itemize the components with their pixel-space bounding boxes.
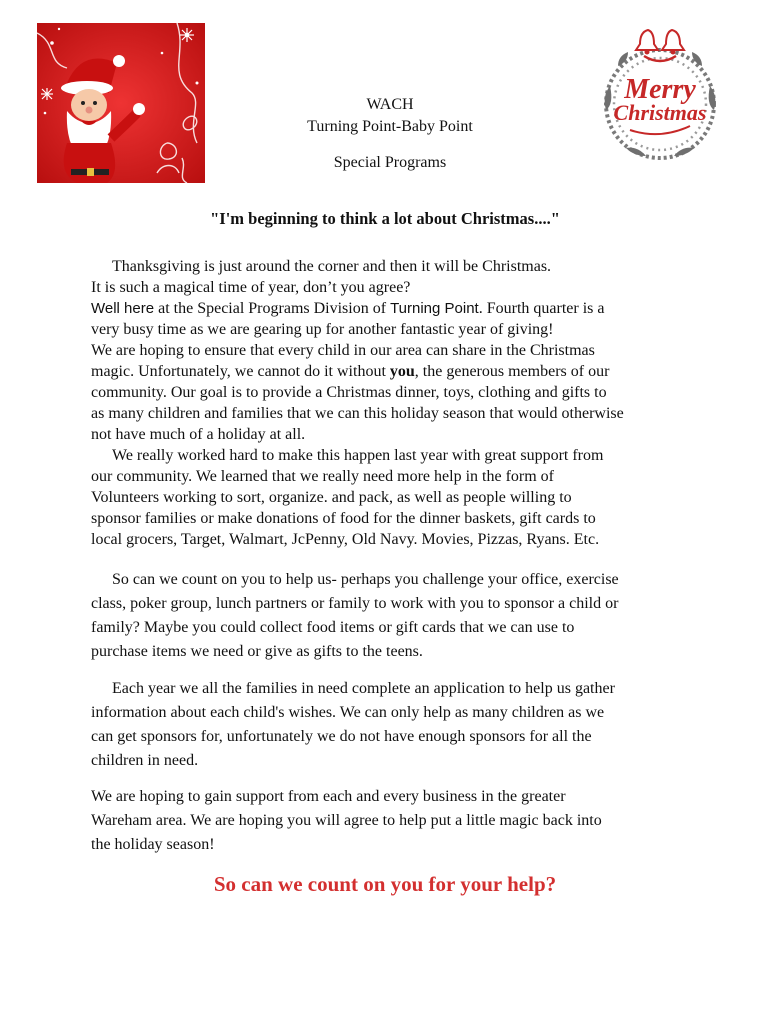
merry-christmas-wreath <box>596 16 724 176</box>
text-line: the holiday season! <box>91 836 215 853</box>
paragraph-business-support <box>91 785 691 857</box>
wreath-line2: Christmas <box>613 100 707 125</box>
header-program: Turning Point-Baby Point <box>307 118 473 135</box>
text-line: So can we count on you to help us- perhaps you challenge your office, exercise <box>112 571 619 588</box>
text-line: Each year we all the families in need complete an application to help us gather <box>112 680 615 697</box>
header-org: WACH <box>366 96 414 113</box>
text-line: not have much of a holiday at all. <box>91 426 306 443</box>
letter-title: "I'm beginning to think a lot about Christmas...." <box>210 209 560 228</box>
text-line: very busy time as we are gearing up for another fantastic year of giving! <box>91 321 554 338</box>
text-line: Thanksgiving is just around the corner and then it will be Christmas. <box>112 258 552 275</box>
text-line: can get sponsors for, unfortunately we do not have enough sponsors for all the <box>91 728 592 745</box>
text-line: We are hoping to ensure that every child in our area can share in the Christmas <box>91 342 595 359</box>
wreath-line1: Merry <box>624 74 696 105</box>
text-line: magic. Unfortunately, we cannot do it without you, the generous members of our <box>91 363 610 380</box>
paragraph-intro <box>91 256 691 445</box>
call-to-action: So can we count on you for your help? <box>213 872 557 896</box>
santa-illustration <box>37 23 205 183</box>
text-line: as many children and families that we can this holiday season that would otherwise <box>91 405 624 422</box>
text-line: We are hoping to gain support from each and every business in the greater <box>91 788 566 805</box>
text-line: community. Our goal is to provide a Christmas dinner, toys, clothing and gifts to <box>91 384 607 401</box>
header-division: Special Programs <box>333 154 447 171</box>
text-line: Wareham area. We are hoping you will agree to help put a little magic back into <box>91 812 602 829</box>
text-line: Well here at the Special Programs Division of Turning Point. Fourth quarter is a <box>91 300 605 317</box>
text-line: family? Maybe you could collect food items or gift cards that we can use to <box>91 619 575 636</box>
text-line: sponsor families or make donations of food for the dinner baskets, gift cards to <box>91 510 596 527</box>
text-line: It is such a magical time of year, don’t you agree? <box>91 279 411 296</box>
text-line: We really worked hard to make this happen last year with great support from <box>112 447 604 464</box>
paragraph-last-year <box>91 445 691 550</box>
text-line: Volunteers working to sort, organize. and pack, as well as people willing to <box>91 489 572 506</box>
text-line: our community. We learned that we really need more help in the form of <box>91 468 554 485</box>
paragraph-applications <box>91 677 691 773</box>
text-line: purchase items we need or give as gifts to the teens. <box>91 643 423 660</box>
text-line: information about each child's wishes. We can only help as many children as we <box>91 704 605 721</box>
text-line: class, poker group, lunch partners or family to work with you to sponsor a child or <box>91 595 619 612</box>
text-line: local grocers, Target, Walmart, JcPenny, Old Navy. Movies, Pizzas, Ryans. Etc. <box>91 531 600 548</box>
text-line: children in need. <box>91 752 199 769</box>
paragraph-count-on-you <box>91 568 691 664</box>
